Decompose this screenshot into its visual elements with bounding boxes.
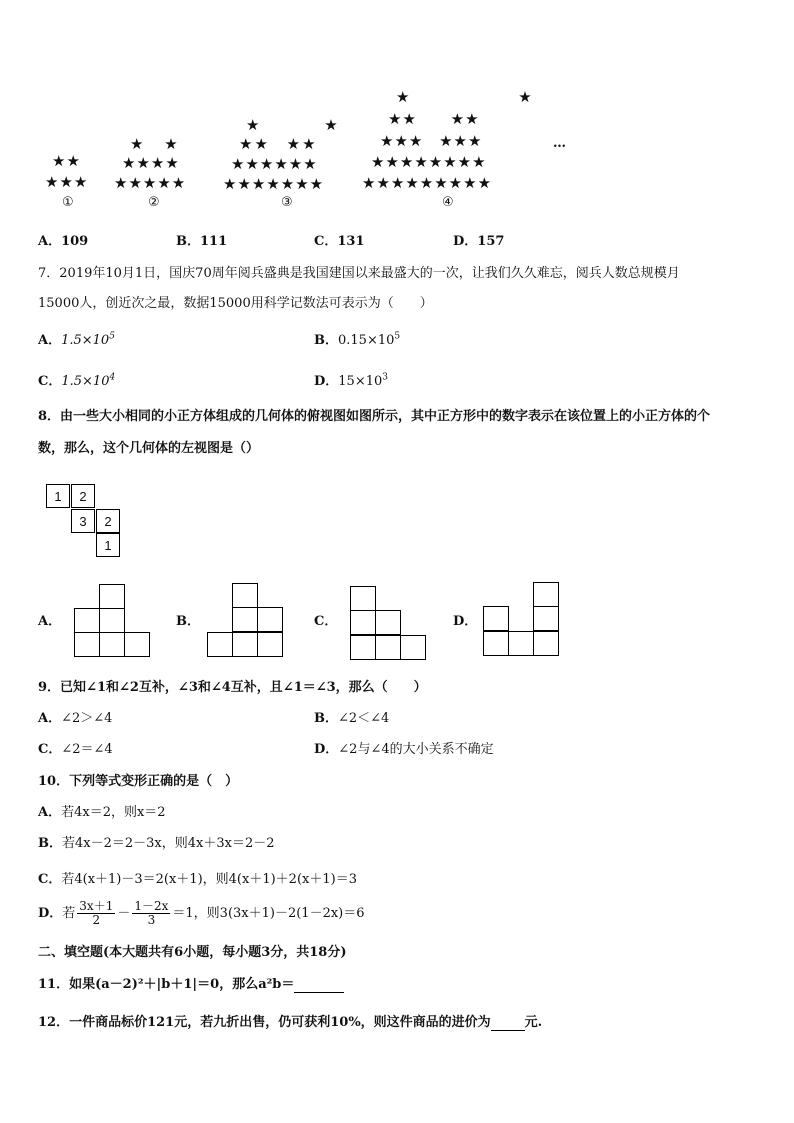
view-cell bbox=[350, 610, 376, 635]
star-row: ★★★★★★★★★ bbox=[362, 174, 493, 192]
star-row: ★★★★★★ bbox=[231, 155, 318, 173]
q6-option-d: D．157 bbox=[453, 234, 505, 249]
q7-option-d: D．$15\times 10^3$ bbox=[314, 372, 388, 389]
answer-blank[interactable] bbox=[491, 1015, 525, 1031]
star-row: ★★★★★★★ bbox=[223, 175, 325, 193]
q7-option-c: C．$1.5\times 10^4$ bbox=[38, 372, 116, 389]
star-row: ★ ★ bbox=[396, 88, 584, 106]
q7-option-b: B．$0.15\times 10^5$ bbox=[314, 331, 401, 348]
option-letter: C． bbox=[314, 614, 338, 629]
q10-stem: 10．下列等式变形正确的是（ ） bbox=[38, 774, 239, 789]
q9-option-b: B．∠2＜∠4 bbox=[314, 711, 390, 726]
view-cell bbox=[74, 632, 100, 657]
view-cell bbox=[483, 606, 509, 631]
section-heading: 二、填空题(本大题共有6小题，每小题3分，共18分) bbox=[38, 945, 347, 960]
view-cell bbox=[99, 608, 125, 633]
q6-option-b: B．111 bbox=[176, 234, 228, 249]
star-row: ★★ bbox=[52, 152, 81, 170]
grid-cell: 1 bbox=[96, 533, 120, 557]
star-row: ★★★ ★★★ bbox=[380, 132, 483, 150]
view-cell bbox=[257, 607, 283, 632]
figure-label: ③ bbox=[281, 195, 293, 210]
q7-stem-line1: 7．2019年10月1日，国庆70周年阅兵盛典是我国建国以来最盛大的一次，让我们久久难忘，阅兵人数总规模月 bbox=[38, 266, 680, 281]
fraction: $\frac{3x+1}{2}$ bbox=[79, 899, 114, 928]
q7-option-a: A．$1.5\times 10^5$ bbox=[38, 331, 115, 348]
view-cell bbox=[533, 606, 559, 631]
q9-option-a: A．∠2＞∠4 bbox=[38, 711, 113, 726]
star-row: ★★★ bbox=[45, 173, 89, 191]
grid-cell: 2 bbox=[96, 509, 120, 533]
view-cell bbox=[400, 635, 426, 660]
fraction: $\frac{1-2x}{3}$ bbox=[134, 899, 169, 928]
view-cell bbox=[124, 632, 150, 657]
q6-option-c: C．131 bbox=[314, 234, 365, 249]
q9-option-d: D．∠2与∠4的大小关系不确定 bbox=[314, 742, 494, 757]
view-cell bbox=[99, 632, 125, 657]
view-cell bbox=[232, 583, 258, 608]
grid-cell: 3 bbox=[71, 509, 95, 533]
view-cell bbox=[257, 632, 283, 657]
question-11: 11．如果(a－2)²＋|b＋1|＝0，那么a²b＝ bbox=[38, 973, 344, 993]
star-row: ★ ★ bbox=[246, 116, 368, 134]
star-row: ★★★★ bbox=[122, 154, 180, 172]
view-cell bbox=[533, 582, 559, 607]
figure-label: ① bbox=[62, 195, 74, 210]
answer-blank[interactable] bbox=[294, 977, 344, 993]
option-letter: A． bbox=[38, 614, 62, 629]
grid-cell: 2 bbox=[71, 484, 95, 508]
q8-stem-line1: 8．由一些大小相同的小正方体组成的几何体的俯视图如图所示，其中正方形中的数字表示在该位置上的小正方体的个 bbox=[38, 409, 711, 424]
q6-option-a: A．109 bbox=[38, 234, 89, 249]
q10-option-d: D．若 $\frac{3x+1}{2}$ － $\frac{1-2x}{3}$ ＝1，则3(3x＋1)－2(1－2x)＝6 bbox=[38, 899, 365, 928]
star-row: ★ ★ bbox=[130, 135, 186, 153]
view-cell bbox=[483, 631, 509, 656]
view-cell bbox=[99, 584, 125, 609]
star-row: ★★ ★★ bbox=[388, 110, 480, 128]
view-cell bbox=[232, 632, 258, 657]
q7-stem-line2: 15000人，创近次之最，数据15000用科学记数法可表示为（ ） bbox=[38, 296, 433, 311]
view-cell bbox=[207, 632, 233, 657]
view-cell bbox=[508, 631, 534, 656]
figure-label: ② bbox=[148, 195, 160, 210]
q10-option-c: C．若4(x＋1)－3＝2(x＋1)，则4(x＋1)＋2(x＋1)＝3 bbox=[38, 872, 357, 887]
option-letter: B． bbox=[176, 614, 200, 629]
star-row: ★★ ★★ bbox=[239, 135, 318, 153]
star-row: ★★★★★★★★ bbox=[371, 153, 487, 171]
view-cell bbox=[232, 607, 258, 632]
view-cell bbox=[533, 631, 559, 656]
q8-stem-line2: 数，那么，这个几何体的左视图是（） bbox=[38, 441, 260, 456]
grid-cell: 1 bbox=[46, 484, 70, 508]
figure-label: ④ bbox=[442, 195, 454, 210]
view-cell bbox=[350, 586, 376, 611]
option-letter: D． bbox=[453, 614, 478, 629]
view-cell bbox=[375, 635, 401, 660]
ellipsis: … bbox=[553, 136, 566, 151]
view-cell bbox=[350, 635, 376, 660]
view-cell bbox=[74, 608, 100, 633]
question-12: 12．一件商品标价121元，若九折出售，仍可获利10%，则这件商品的进价为 元. bbox=[38, 1015, 543, 1030]
q10-option-b: B．若4x－2＝2－3x，则4x＋3x＝2－2 bbox=[38, 836, 275, 851]
q10-option-a: A．若4x＝2，则x＝2 bbox=[38, 805, 166, 820]
q9-option-c: C．∠2＝∠4 bbox=[38, 742, 113, 757]
view-cell bbox=[375, 610, 401, 635]
star-row: ★★★★★ bbox=[114, 174, 187, 192]
q9-stem: 9．已知∠1和∠2互补，∠3和∠4互补，且∠1＝∠3，那么（ ） bbox=[38, 680, 427, 695]
